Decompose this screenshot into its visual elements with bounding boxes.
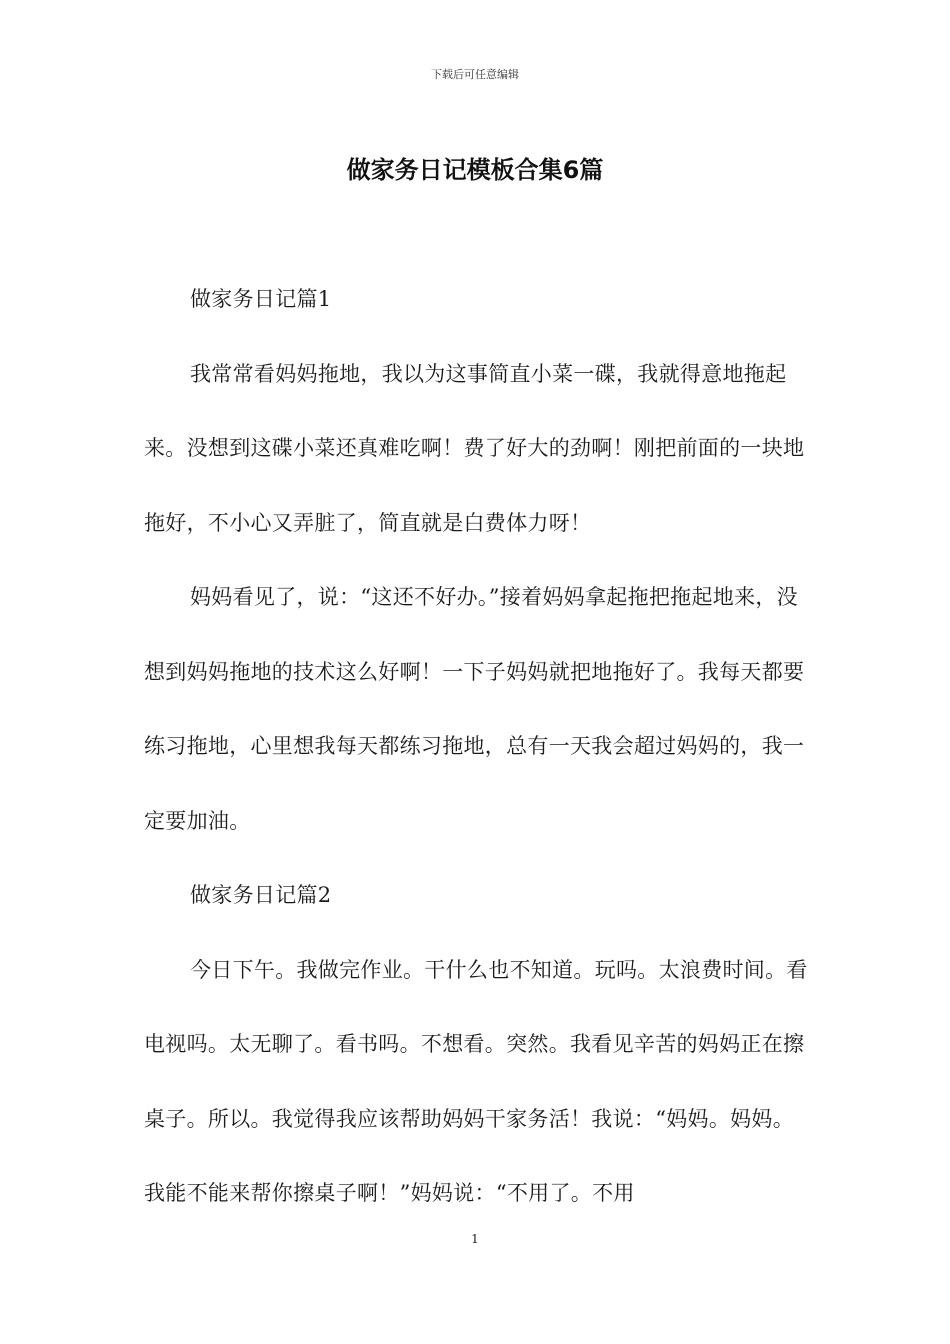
section-heading-1: 做家务日记篇1 <box>190 287 332 311</box>
body-paragraph: 今日下午。我做完作业。干什么也不知道。玩吗。太浪费时间。看电视吗。太无聊了。看书吗。不想看。突然。我看见辛苦的妈妈正在擦桌子。所以。我觉得我应该帮助妈妈干家务活！我说：“妈妈。妈妈。我能不能来帮你擦桌子啊！”妈妈说：“不用了。不用 <box>144 957 808 1205</box>
body-paragraph: 我常常看妈妈拖地，我以为这事简直小菜一碟，我就得意地拖起来。没想到这碟小菜还真难吃啊！费了好大的劲啊！刚把前面的一块地拖好，不小心又弄脏了，简直就是白费体力呀！ <box>144 361 805 535</box>
page-header-note: 下载后可任意编辑 <box>431 68 519 81</box>
section-heading-2: 做家务日记篇2 <box>190 883 332 907</box>
body-paragraph: 妈妈看见了，说：“这还不好办。”接着妈妈拿起拖把拖起地来，没想到妈妈拖地的技术这么好啊！一下子妈妈就把地拖好了。我每天都要练习拖地，心里想我每天都练习拖地，总有一天我会超过妈妈的，我一定要加油。 <box>144 585 805 833</box>
document-body <box>144 262 812 1231</box>
document-title: 做家务日记模板合集6篇 <box>346 156 604 184</box>
page-number: 1 <box>471 1232 479 1246</box>
